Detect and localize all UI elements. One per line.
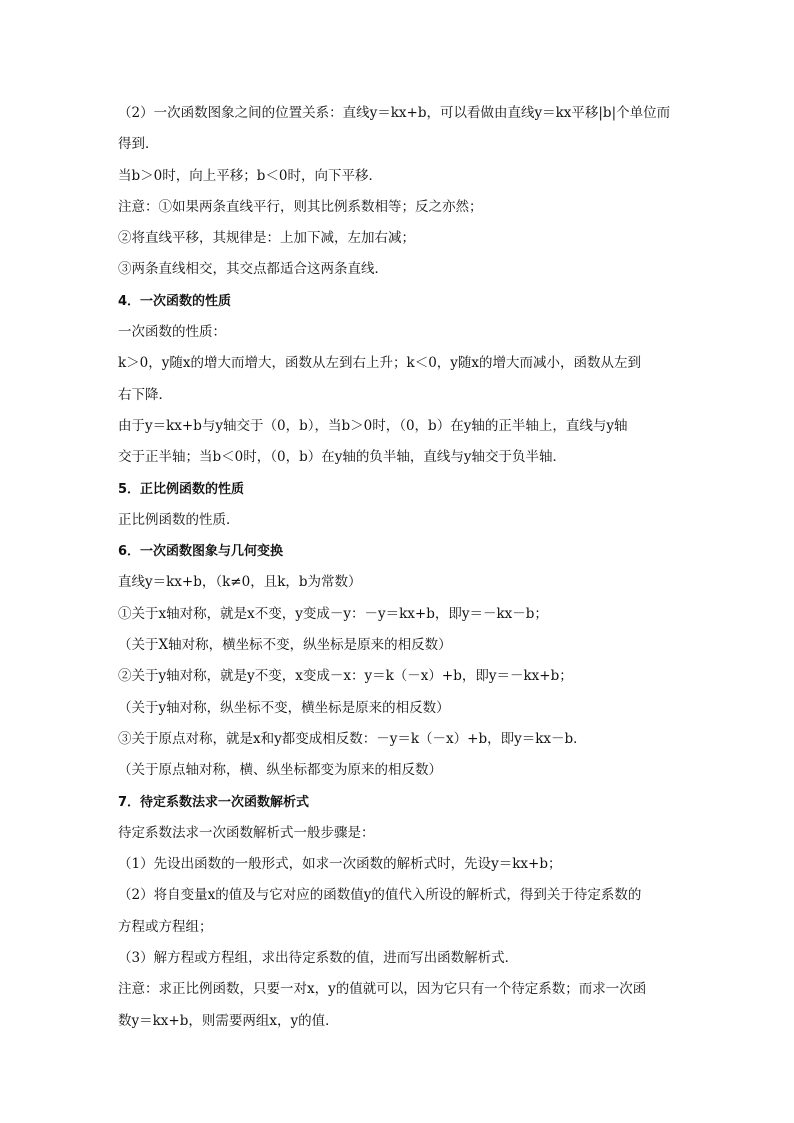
- text-line: 由于y＝kx+b与y轴交于（0，b），当b＞0时，（0，b）在y轴的正半轴上，直线与y轴: [118, 417, 628, 434]
- text-line: （3）解方程或方程组，求出待定系数的值，进而写出函数解析式．: [118, 950, 519, 967]
- text-line: （2）将自变量x的值及与它对应的函数值y的值代入所设的解析式，得到关于待定系数的: [118, 887, 642, 904]
- text-line: （关于X轴对称，横坐标不变，纵坐标是原来的相反数）: [118, 637, 452, 654]
- text-line: （2）一次函数图象之间的位置关系：直线y＝kx+b，可以看做由直线y＝kx平移|b|个单位而: [118, 105, 671, 121]
- text-line: ②关于y轴对称，就是y不变，x变成－x：y＝k（－x）+b，即y＝－kx+b；: [118, 668, 573, 685]
- text-line: ②将直线平移，其规律是：上加下减，左加右减；: [118, 230, 415, 247]
- text-line: 数y＝kx+b，则需要两组x，y的值．: [118, 1012, 339, 1029]
- text-line: 注意：求正比例函数，只要一对x，y的值就可以，因为它只有一个待定系数；而求一次函: [118, 981, 647, 998]
- text-line: 正比例函数的性质．: [118, 511, 240, 528]
- text-line: ①关于x轴对称，就是x不变，y变成－y：－y＝kx+b，即y＝－kx－b；: [118, 605, 548, 622]
- text-line: 一次函数的性质：: [118, 324, 226, 341]
- text-line: 待定系数法求一次函数解析式一般步骤是：: [118, 824, 375, 841]
- section-heading: 5．正比例函数的性质: [118, 481, 245, 497]
- text-line: 方程或方程组；: [118, 918, 213, 935]
- text-line: （关于原点轴对称，横、纵坐标都变为原来的相反数）: [118, 762, 442, 779]
- text-line: 右下降．: [118, 386, 172, 403]
- text-line: 交于正半轴；当b＜0时，（0，b）在y轴的负半轴，直线与y轴交于负半轴．: [118, 449, 566, 466]
- section-heading: 7．待定系数法求一次函数解析式: [118, 794, 310, 810]
- text-line: （关于y轴对称，纵坐标不变，横坐标是原来的相反数）: [118, 699, 450, 716]
- text-line: ③两条直线相交，其交点都适合这两条直线．: [118, 261, 388, 278]
- document-body: [118, 98, 684, 1037]
- text-line: ③关于原点对称，就是x和y都变成相反数：－y＝k（－x）+b，即y＝kx－b．: [118, 730, 587, 747]
- section-heading: 4．一次函数的性质: [118, 293, 232, 309]
- text-line: 注意：①如果两条直线平行，则其比例系数相等；反之亦然；: [118, 198, 483, 215]
- text-line: 当b＞0时，向上平移；b＜0时，向下平移．: [118, 167, 382, 184]
- text-line: k＞0，y随x的增大而增大，函数从左到右上升；k＜0，y随x的增大而减小，函数从左到: [118, 355, 642, 372]
- text-line: 得到．: [118, 136, 159, 153]
- text-line: （1）先设出函数的一般形式，如求一次函数的解析式时，先设y＝kx+b；: [118, 856, 562, 873]
- text-line: 直线y＝kx+b，（k≠0，且k，b为常数）: [118, 574, 362, 591]
- section-heading: 6．一次函数图象与几何变换: [118, 544, 284, 560]
